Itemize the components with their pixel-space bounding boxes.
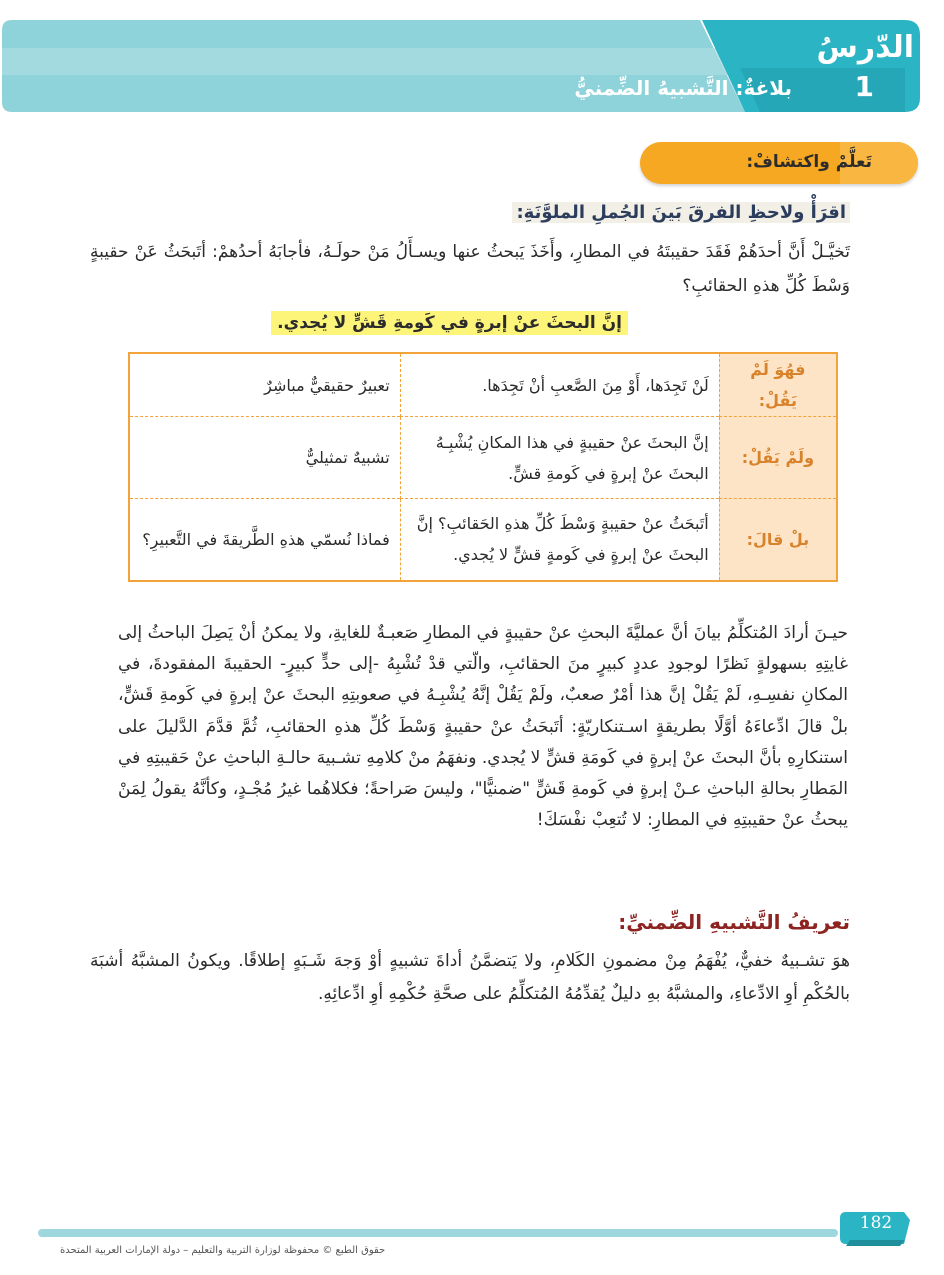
table-row-head: بلْ قالَ: xyxy=(719,499,837,581)
lesson-title: بلاغةٌ: التَّشبيهُ الضِّمنيُّ xyxy=(574,76,792,100)
intro-paragraph: تَخيَّـلْ أَنَّ أحدَهُمْ فَقَدَ حقيبتَهُ في المطارِ، وأَخَذَ يَبحثُ عنها ويسـأَلُ مَنْ حولَـهُ، فأجابَهُ أحدُهمْ: أتَبحَثُ عَنْ حقيبةٍ وَسْطَ كُلِّ هذهِ الحقائبِ؟ xyxy=(90,242,850,296)
lesson-word: الدّرسُ xyxy=(816,30,914,65)
read-observe-heading: اقرَأْ ولاحظِ الفرقَ بَينَ الجُملِ الملوَّنَةِ: xyxy=(512,202,850,223)
definition-heading: تعريفُ التَّشبيهِ الضِّمنيِّ: xyxy=(618,910,850,934)
highlighted-sentence: إنَّ البحثَ عنْ إبرةٍ في كَومةِ قَشٍّ لا يُجدي. xyxy=(271,311,628,335)
lesson-header-banner xyxy=(0,0,944,125)
comparison-table xyxy=(128,352,838,582)
learn-discover-label: تَعلَّمْ واكتشافْ: xyxy=(746,152,872,172)
table-row-example: أتَبحَثُ عنْ حقيبةٍ وَسْطَ كُلِّ هذهِ الحَقائبِ؟ إنَّ البحثَ عنْ إبرةٍ في كَومةٍ قشٍّ لا يُجدي. xyxy=(400,499,719,581)
banner-background xyxy=(0,0,944,125)
explanation-paragraph: حيـنَ أرادَ المُتكلِّمُ بيانَ أنَّ عمليَّةَ البحثِ عنْ حقيبةٍ في المطارِ صَعبـةٌ للغايةِ، ولا يمكنُ أنْ يَصِلَ الباحثُ إلى غايتِهِ بسهولةٍ نَظرًا لوجودِ عددٍ كبيرٍ منَ الحقائبِ، والّتي قدْ تُشْبِهُ -إلى حدٍّ كبيرٍ- الحقيبةَ المفقودةَ، في المكانِ نفسِـهِ، لَمْ يَقُلْ إنَّ هذا أمْرٌ صعبٌ، ولَمْ يَقُلْ إنَّهُ يُشْبِـهُ في صعوبتِهِ البحثَ عنْ إبرةٍ في كَومةِ قَشٍّ، بلْ قالَ ادِّعاءَهُ أوَّلًا بطريقةٍ اسـتنكاريّةٍ: أتَبحَثُ عنْ حقيبةٍ وَسْطَ كُلِّ هذهِ الحقائبِ، ثُمَّ قدَّمَ الدَّليلَ على استنكارِهِ بأنَّ البحثَ عنْ إبرةٍ في كَومَةِ قشٍّ لا يُجدي. ونفهَمُ منْ كلامِهِ تشـبيهَ حالـةِ الباحثِ عنْ حَقيبتِهِ في المَطارِ بحالةِ الباحثِ عـنْ إبرةٍ في كَومةِ قَشٍّ "ضمنيًّا"، وليسَ صَراحةً؛ فكلاهُما غيرُ مُجْـدٍ، وكأنَّهُ يقولُ لِمَنْ يبحثُ عنْ حقيبتِهِ في المطارِ: لا تُتعِبْ نفْسَكَ! xyxy=(118,623,848,831)
copyright-notice: حقوق الطبع © محفوظة لوزارة التربية والتعليم – دولة الإمارات العربية المتحدة xyxy=(60,1245,386,1256)
table-row-type: تشبيهٌ تمثيليٌّ xyxy=(129,417,400,499)
table-row xyxy=(129,417,837,499)
table-row-example: إنَّ البحثَ عنْ حقيبةٍ في هذا المكانِ يُشْبِـهُ البحثَ عنْ إبرةٍ في كَومةِ قشٍّ. xyxy=(400,417,719,499)
footer-bar xyxy=(0,1200,944,1250)
table-row-head: فهُوَ لَمْ يَقُلْ: xyxy=(719,353,837,417)
table-row xyxy=(129,499,837,581)
definition-paragraph: هوَ تشـبيهٌ خفيٌّ، يُفْهَمُ مِنْ مضمونِ الكَلامِ، ولا يَتضمَّنُ أداةَ تشبيهٍ أوْ وَجهَ شَـبَهٍ إطلاقًا. ويكونُ المشبَّهُ أشبَهَ بالحُكْمِ أوِ الادِّعاءِ، والمشبَّهُ بهِ دليلٌ يُقدِّمُهُ المُتكلِّمُ على صحَّةِ حُكْمِهِ أوِ ادِّعائِهِ. xyxy=(90,951,850,1004)
table-row-question: فماذا نُسمّي هذهِ الطَّريقةَ في التَّعبيرِ؟ xyxy=(129,499,400,581)
table-row xyxy=(129,353,837,417)
table-row-head: ولَمْ يَقُلْ: xyxy=(719,417,837,499)
table-row-example: لَنْ تَجِدَها، أَوْ مِنَ الصَّعبِ أنْ تَجِدَها. xyxy=(400,353,719,417)
table-row-type: تعبيرٌ حقيقيٌّ مباشِرٌ xyxy=(129,353,400,417)
page-number: 182 xyxy=(859,1213,893,1233)
lesson-number: 1 xyxy=(854,70,874,103)
